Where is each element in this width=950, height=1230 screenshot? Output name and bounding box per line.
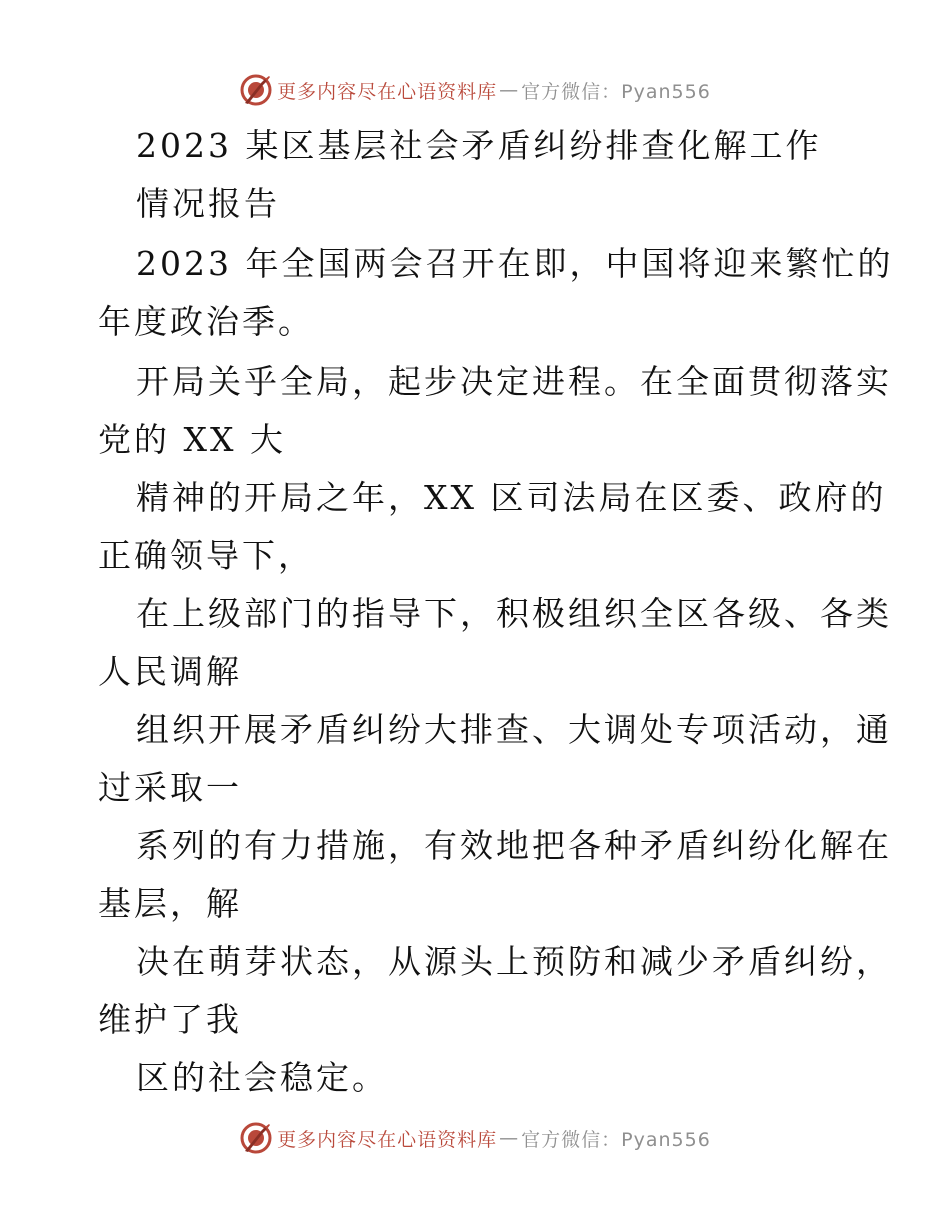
paragraph-line: 正确领导下， [98,536,314,575]
paragraph-line: 精神的开局之年，XX 区司法局在区委、政府的 [136,478,887,517]
paragraph-line: 人民调解 [98,652,242,691]
paragraph-line: 开局关乎全局，起步决定进程。在全面贯彻落实 [136,362,892,401]
quill-seal-icon [239,73,273,107]
banner-secondary-text: 官方微信：Pyan556 [521,1128,711,1151]
banner-separator: — [499,1127,520,1149]
paragraph-line: 2023 年全国两会召开在即，中国将迎来繁忙的 [136,244,894,283]
document-title-line-1: 2023 某区基层社会矛盾纠纷排查化解工作 [136,126,822,165]
paragraph-line: 在上级部门的指导下，积极组织全区各级、各类 [136,594,892,633]
paragraph-line: 年度政治季。 [98,302,314,341]
paragraph-line: 党的 XX 大 [98,420,286,459]
paragraph-line: 系列的有力措施，有效地把各种矛盾纠纷化解在 [136,826,892,865]
quill-seal-icon [239,1121,273,1155]
paragraph-line: 决在萌芽状态，从源头上预防和减少矛盾纠纷， [136,942,892,981]
paragraph-line: 组织开展矛盾纠纷大排查、大调处专项活动，通 [136,710,892,749]
paragraph-line: 基层，解 [98,884,242,923]
header-banner [0,70,950,110]
paragraph-line: 区的社会稳定。 [136,1058,388,1097]
paragraph-line: 过采取一 [98,768,242,807]
paragraph-line: 维护了我 [98,1000,242,1039]
banner-main-text: 更多内容尽在心语资料库 [277,1128,498,1151]
banner-main-text: 更多内容尽在心语资料库 [277,80,498,103]
banner-secondary-text: 官方微信：Pyan556 [521,80,711,103]
document-title-line-2: 情况报告 [136,184,280,223]
banner-separator: — [499,79,520,101]
footer-banner [0,1118,950,1158]
